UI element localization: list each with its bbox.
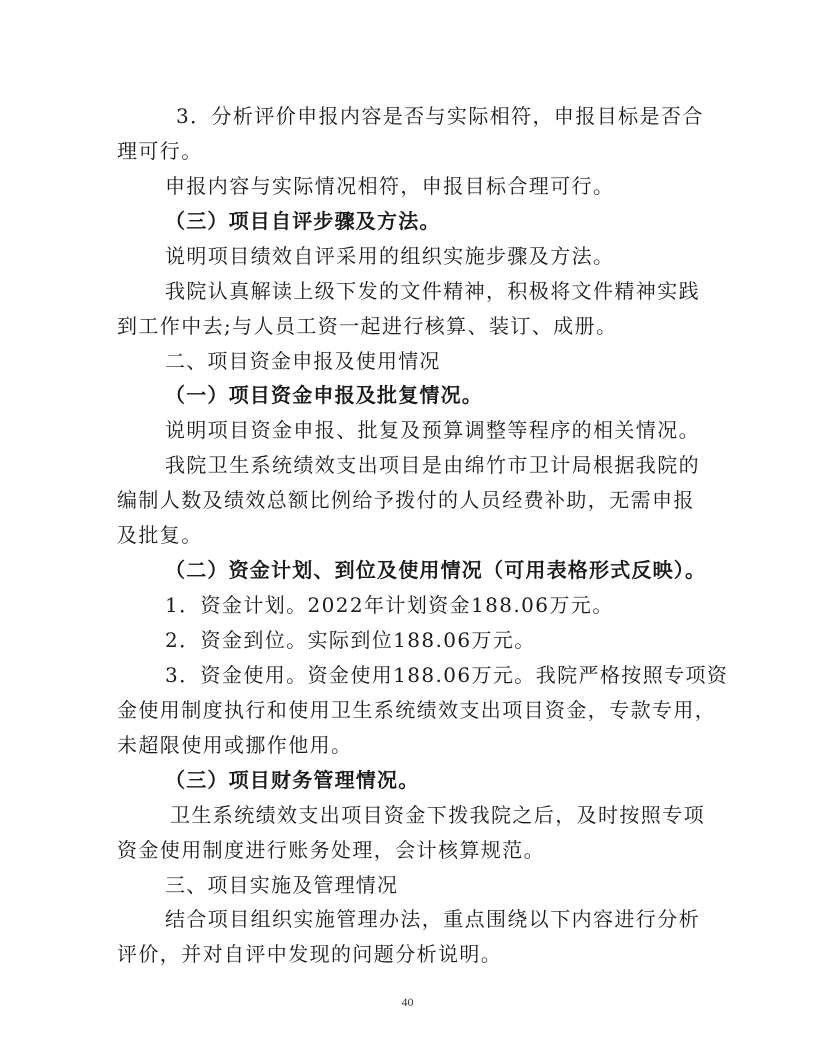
section-heading: （三）项目财务管理情况。 [165,768,420,792]
page-number: 40 [401,995,414,1009]
body-text-line: 3．资金使用。资金使用188.06万元。我院严格按照专项资 [165,663,729,687]
chapter-heading: 二、项目资金申报及使用情况 [165,349,441,373]
body-text-line: 结合项目组织实施管理办法，重点围绕以下内容进行分析 [165,907,700,931]
body-text-line: 及批复。 [117,523,203,547]
body-text-line: 说明项目资金申报、批复及预算调整等程序的相关情况。 [165,418,700,442]
body-text-line: 资金使用制度进行账务处理，会计核算规范。 [117,838,545,862]
body-text-line: 1．资金计划。2022年计划资金188.06万元。 [165,593,614,617]
body-text-line: 我院卫生系统绩效支出项目是由绵竹市卫计局根据我院的 [165,453,700,477]
body-text-line: 申报内容与实际情况相符，申报目标合理可行。 [165,174,615,198]
body-text-line: 我院认真解读上级下发的文件精神，积极将文件精神实践 [165,279,700,303]
body-text-line: 评价，并对自评中发现的问题分析说明。 [117,942,503,966]
body-text-line: 金使用制度执行和使用卫生系统绩效支出项目资金，专款专用， [117,698,717,722]
body-text-line: 卫生系统绩效支出项目资金下拨我院之后，及时按照专项 [170,803,705,827]
body-text-line: 说明项目绩效自评采用的组织实施步骤及方法。 [165,244,615,268]
body-text-line: 未超限使用或挪作他用。 [117,733,353,757]
body-text-line: 编制人数及绩效总额比例给予拨付的人员经费补助，无需申报 [117,488,695,512]
body-text-line: 3．分析评价申报内容是否与实际相符，申报目标是否合 [176,104,704,128]
body-text-line: 2．资金到位。实际到位188.06万元。 [165,628,536,652]
section-heading: （一）项目资金申报及批复情况。 [165,383,483,407]
chapter-heading: 三、项目实施及管理情况 [165,873,399,897]
section-heading: （三）项目自评步骤及方法。 [165,209,441,233]
body-text-line: 理可行。 [117,139,203,163]
body-text-line: 到工作中去;与人员工资一起进行核算、装订、成册。 [117,314,618,338]
section-heading: （二）资金计划、到位及使用情况（可用表格形式反映）。 [165,558,707,582]
